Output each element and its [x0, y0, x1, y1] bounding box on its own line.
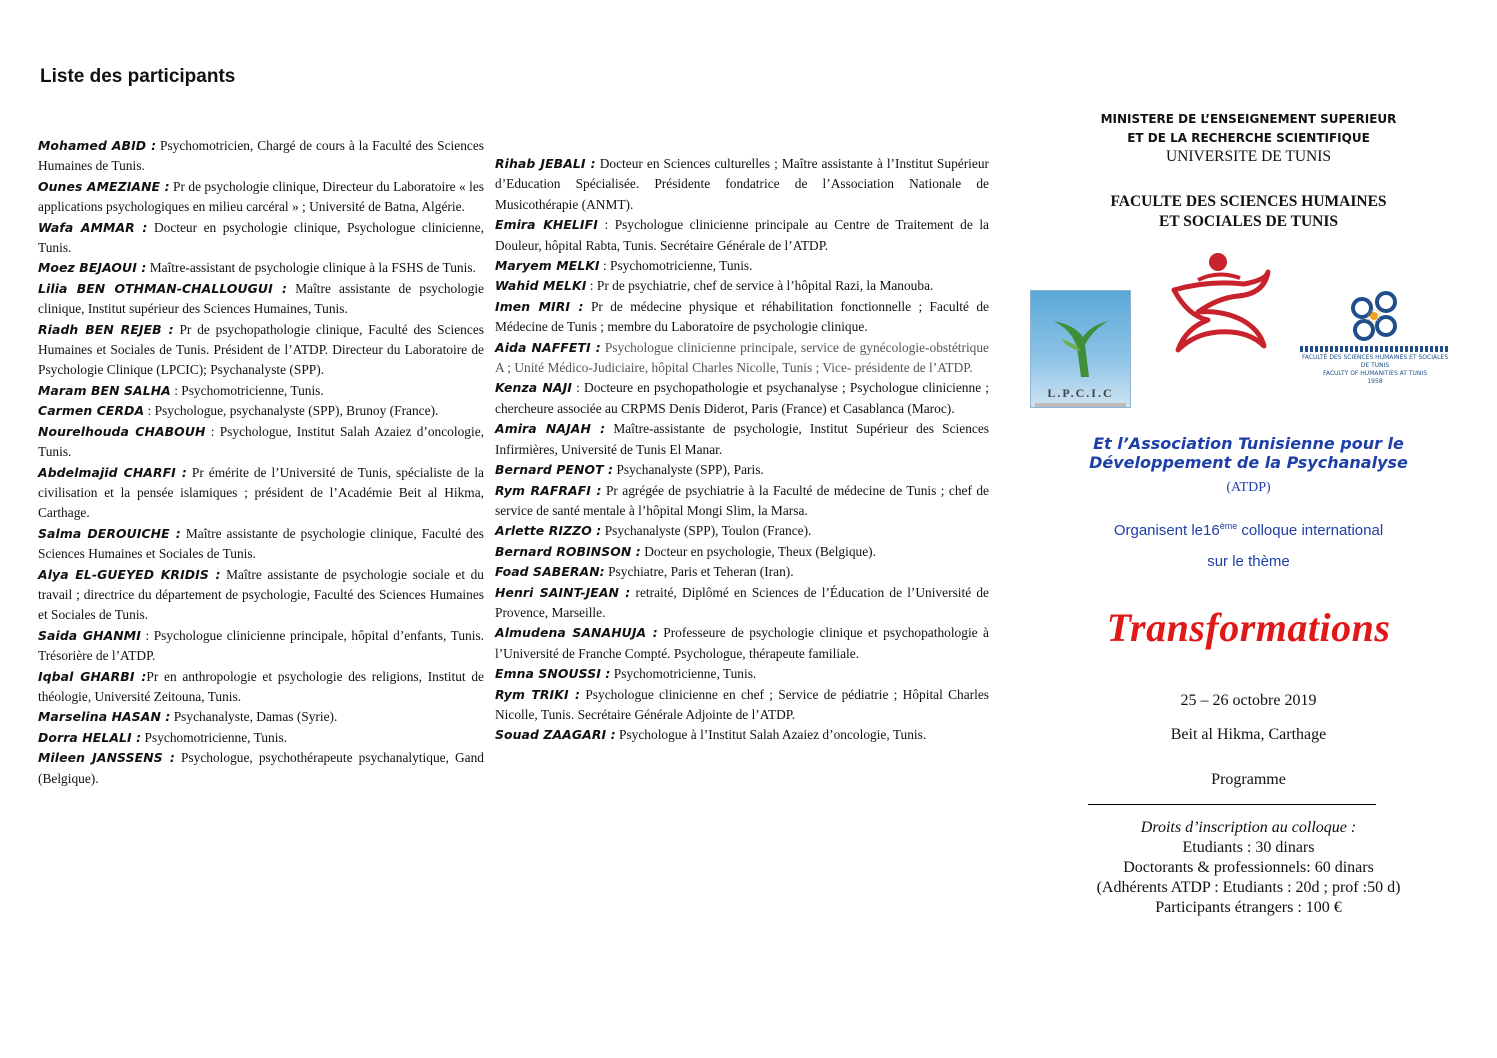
participant-name: Rym TRIKI : — [495, 686, 581, 702]
participant-name: Wahid MELKI — [495, 278, 587, 294]
ministry-line-1: MINISTERE DE L’ENSEIGNEMENT SUPERIEUR — [1100, 112, 1397, 126]
participant-description: : Docteure en psychopathologie et psychanalyse ; Psychologue clinicienne ; chercheure associée au CRPMS Denis Diderot, Paris (France) et Casablanca (Maroc). — [495, 380, 989, 416]
program-label: Programme — [1211, 771, 1286, 788]
organise-suffix: colloque international — [1237, 522, 1384, 539]
lpcic-logo-text: L.P.C.I.C — [1047, 386, 1114, 400]
participant-entry — [38, 218, 484, 259]
participant-description: Maître assistante de psychologie clinique, Faculté des Sciences Humaines et Sociales de Tunis. — [38, 525, 485, 562]
participant-description: Pr de médecine physique et réhabilitation fonctionnelle ; Faculté de Médecine de Tunis ; membre du Laboratoire de psychologie clinique. — [495, 298, 989, 335]
participants-list-middle — [495, 154, 989, 746]
participant-name: Mohamed ABID : — [38, 138, 157, 153]
participant-description: Docteur en psychologie, Theux (Belgique). — [640, 543, 876, 559]
lpcic-logo-subtitle — [1035, 403, 1126, 407]
participant-entry — [38, 320, 484, 381]
fees-members: (Adhérents ATDP : Etudiants : 20d ; prof :50 d) — [1096, 879, 1401, 896]
organise-prefix: Organisent le16 — [1113, 522, 1220, 539]
program-cover-panel — [1000, 0, 1497, 1058]
participant-name: Nourelhouda CHABOUH — [38, 423, 206, 439]
university-name: UNIVERSITE DE TUNIS — [1165, 148, 1332, 165]
fees-foreign: Participants étrangers : 100 € — [1155, 899, 1342, 916]
participant-entry — [495, 276, 989, 296]
fshst-caption-fr: FACULTÉ DES SCIENCES HUMAINES ET SOCIALES DE TUNIS — [1301, 354, 1449, 369]
atdp-logo-icon — [1168, 250, 1272, 354]
participant-entry — [495, 297, 989, 338]
participant-description: Maître assistante de psychologie clinique, Institut supérieur des Sciences Humaines, Tunis. — [38, 280, 484, 317]
participant-entry — [38, 136, 484, 177]
participant-entry — [38, 748, 484, 789]
participant-name: Alya EL-GUEYED KRIDIS : — [38, 566, 221, 582]
participant-entry — [495, 338, 989, 379]
participant-description: : Psychologue clinicienne principale au Centre de Traitement de la Douleur, hôpital Rabta, Tunis. Secrétaire Générale de l’ATDP. — [495, 217, 989, 253]
participant-entry — [38, 565, 484, 626]
participant-description: Psychiatre, Paris et Teheran (Iran). — [604, 564, 794, 580]
fshst-logo — [1300, 288, 1450, 400]
participant-name: Wafa AMMAR : — [38, 219, 148, 235]
participant-name: Souad ZAAGARI : — [495, 727, 616, 743]
participant-name: Henri SAINT-JEAN : — [495, 584, 631, 600]
participant-name: Foad SABERAN: — [495, 564, 605, 580]
participant-entry — [495, 460, 989, 480]
participant-description: Pr de psychopathologie clinique, Faculté des Sciences Humaines et Sociales de Tunis. Président de l’ATDP. Directeur du Laboratoire de Psychologie Clinique (LPCIC); Psychanalyste (SPP). — [38, 321, 484, 378]
participant-description: Psychomotricienne, Tunis. — [141, 729, 288, 745]
participant-entry — [38, 401, 484, 421]
participant-name: Bernard PENOT : — [495, 462, 614, 478]
participant-name: Amira NAJAH : — [495, 421, 606, 437]
ministry-header — [1000, 110, 1497, 148]
participant-entry — [495, 378, 989, 419]
participant-entry — [495, 725, 989, 745]
participant-description: : Psychologue clinicienne principale, hôpital d’enfants, Tunis. Trésorière de l’ATDP. — [38, 627, 485, 664]
participant-name: Ounes AMEZIANE : — [38, 178, 170, 194]
participant-entry — [495, 542, 989, 562]
participant-entry — [495, 664, 989, 684]
participant-entry — [38, 728, 484, 748]
participant-name: Abdelmajid CHARFI : — [38, 464, 187, 480]
participant-description: : Psychologue, Institut Salah Azaiez d’oncologie, Tunis. — [38, 423, 484, 460]
participant-description: Pr en anthropologie et psychologie des religions, Institut de théologie, Université Zeitouna, Tunis. — [38, 668, 484, 704]
participant-entry — [495, 623, 989, 664]
participant-description: Psychanalyste, Damas (Syrie). — [170, 709, 338, 725]
participant-entry — [495, 521, 989, 541]
participant-description: Docteur en Sciences culturelles ; Maître assistante à l’Institut Supérieur d’Education Spécialisée. Présidente fondatrice de l’Association Nationale de Musicothérapie (ANMT). — [495, 156, 989, 212]
participant-name: Arlette RIZZO : — [495, 523, 602, 539]
participant-description: retraité, Diplômé en Sciences de l’Éducation de l’Université de Provence, Marseille. — [495, 584, 989, 620]
participant-name: Maryem MELKI — [495, 258, 600, 274]
participant-entry — [38, 463, 484, 524]
participant-description: Psychomotricien, Chargé de cours à la Faculté des Sciences Humaines de Tunis. — [38, 138, 484, 174]
participant-description: : Psychologue, psychanalyste (SPP), Brunoy (France). — [144, 403, 439, 419]
participant-description: : Psychomotricienne, Tunis. — [599, 258, 753, 274]
fees-students: Etudiants : 30 dinars — [1182, 839, 1315, 856]
organise-superscript: ème — [1219, 521, 1238, 531]
participant-description: Maître-assistant de psychologie clinique à la FSHS de Tunis. — [146, 260, 476, 276]
participant-entry — [495, 583, 989, 624]
participant-name: Lilia BEN OTHMAN-CHALLOUGUI : — [38, 280, 288, 296]
fshst-caption-year: 1958 — [1367, 378, 1383, 385]
participant-description: : Pr de psychiatrie, chef de service à l’hôpital Razi, la Manouba. — [586, 278, 934, 294]
event-title: Transformations — [1106, 605, 1391, 650]
participant-name: Marselina HASAN : — [38, 709, 171, 725]
faculty-line-1: FACULTE DES SCIENCES HUMAINES — [1110, 193, 1387, 210]
divider — [1088, 804, 1376, 805]
participant-entry — [38, 667, 484, 708]
participant-name: Aida NAFFETI : — [495, 339, 601, 355]
participant-description: Psychanalyste (SPP), Paris. — [613, 462, 764, 478]
participant-entry — [38, 177, 484, 218]
lpcic-figure-icon — [1031, 299, 1130, 379]
association-abbreviation: (ATDP) — [1226, 480, 1271, 495]
fshst-emblem-icon — [1300, 288, 1450, 344]
participant-entry — [38, 707, 484, 727]
participant-name: Salma DEROUICHE : — [38, 525, 181, 541]
association-line-1: Et l’Association Tunisienne pour le — [1093, 434, 1404, 453]
fshst-arabic-name — [1300, 346, 1450, 352]
participant-name: Riadh BEN REJEB : — [38, 321, 174, 337]
participant-description: Pr agrégée de psychiatrie à la Faculté de médecine de Tunis ; chef de service de santé mentale à l’hôpital Mongi Slim, la Marsa. — [495, 482, 989, 518]
participant-name: Imen MIRI : — [495, 298, 584, 314]
fees-title: Droits d’inscription au colloque : — [1140, 819, 1357, 836]
participant-entry — [38, 626, 484, 667]
participant-entry — [495, 256, 989, 276]
registration-fees — [1000, 818, 1497, 918]
participant-name: Emira KHELIFI — [495, 217, 598, 233]
organise-line — [1000, 521, 1497, 539]
participants-list-left — [38, 136, 484, 789]
participant-entry — [38, 524, 484, 565]
participant-description: Maître assistante de psychologie sociale et du travail ; directrice du département de psychologie, Faculté des Sciences Humaines et Sociales de Tunis. — [38, 566, 484, 623]
participant-name: Carmen CERDA — [38, 403, 145, 419]
participant-description: Psychologue à l’Institut Salah Azaiez d’oncologie, Tunis. — [615, 727, 927, 743]
participant-name: Rihab JEBALI : — [495, 156, 596, 171]
lpcic-logo — [1030, 290, 1131, 408]
participant-entry — [38, 422, 484, 463]
participant-description: Pr de psychologie clinique, Directeur du Laboratoire « les applications psychologiques en milieu carcéral » ; Université de Batna, Algérie. — [38, 178, 484, 215]
participant-name: Iqbal GHARBI : — [38, 668, 147, 684]
participant-name: Emna SNOUSSI : — [495, 666, 611, 682]
participant-name: Moez BEJAOUI : — [38, 260, 147, 276]
participant-entry — [495, 685, 989, 726]
participant-description: Psychomotricienne, Tunis. — [610, 666, 757, 682]
participant-name: Saida GHANMI — [38, 627, 141, 643]
association-heading — [1000, 434, 1497, 472]
participant-entry — [38, 279, 484, 320]
fshst-caption — [1300, 354, 1450, 386]
participant-description: Docteur en psychologie clinique, Psychologue clinicienne, Tunis. — [38, 219, 484, 256]
participant-description: Psychologue clinicienne principale, service de gynécologie-obstétrique A ; Unité Médico-Judiciaire, hôpital Charles Nicolle, Tunis ; Vice- présidente de l’ATDP. — [495, 339, 989, 376]
participant-entry — [495, 154, 989, 215]
fshst-caption-en: FACULTY OF HUMANITIES AT TUNIS — [1322, 370, 1428, 377]
participant-entry — [495, 215, 989, 256]
association-line-2: Développement de la Psychanalyse — [1089, 453, 1408, 472]
fees-professionals: Doctorants & professionnels: 60 dinars — [1123, 859, 1374, 876]
participant-description: Psychologue, psychothérapeute psychanalytique, Gand (Belgique). — [38, 750, 484, 786]
participant-name: Mileen JANSSENS : — [38, 750, 175, 766]
participant-entry — [38, 381, 484, 401]
participant-description: Professeure de psychologie clinique et psychopathologie à l’Université de Franche Compté. Psychologue, thérapeute familiale. — [495, 625, 989, 661]
faculty-name — [1000, 192, 1497, 232]
participant-name: Bernard ROBINSON : — [495, 543, 641, 559]
participant-name: Almudena SANAHUJA : — [495, 625, 658, 641]
participant-entry — [495, 419, 989, 460]
participant-entry — [495, 481, 989, 522]
participants-title: Liste des participants — [40, 66, 236, 87]
ministry-line-2: ET DE LA RECHERCHE SCIENTIFIQUE — [1127, 131, 1370, 145]
participant-description: Psychologue clinicienne en chef ; Service de pédiatrie ; Hôpital Charles Nicolle, Tunis. Secrétaire Générale Adjointe de l’ATDP. — [495, 686, 990, 722]
participant-name: Maram BEN SALHA — [38, 382, 171, 398]
participant-name: Rym RAFRAFI : — [495, 482, 602, 498]
participant-name: Dorra HELALI : — [38, 729, 142, 745]
participant-description: Maître-assistante de psychologie, Institut Supérieur des Sciences Infirmières, Université de Tunis El Manar. — [495, 421, 989, 457]
event-dates: 25 – 26 octobre 2019 — [1180, 692, 1317, 709]
theme-line: sur le thème — [1207, 553, 1290, 570]
participant-entry — [38, 258, 484, 278]
participant-description: : Psychomotricienne, Tunis. — [170, 382, 324, 398]
faculty-line-2: ET SOCIALES DE TUNIS — [1158, 213, 1339, 230]
participant-entry — [495, 562, 989, 582]
participant-description: Psychanalyste (SPP), Toulon (France). — [601, 523, 812, 539]
participant-name: Kenza NAJI — [495, 380, 573, 396]
event-place: Beit al Hikma, Carthage — [1170, 726, 1327, 743]
participant-description: Pr émérite de l’Université de Tunis, spécialiste de la civilisation et la pensée islamiques ; président de l’Académie Beit al Hikma, Carthage. — [38, 464, 484, 521]
